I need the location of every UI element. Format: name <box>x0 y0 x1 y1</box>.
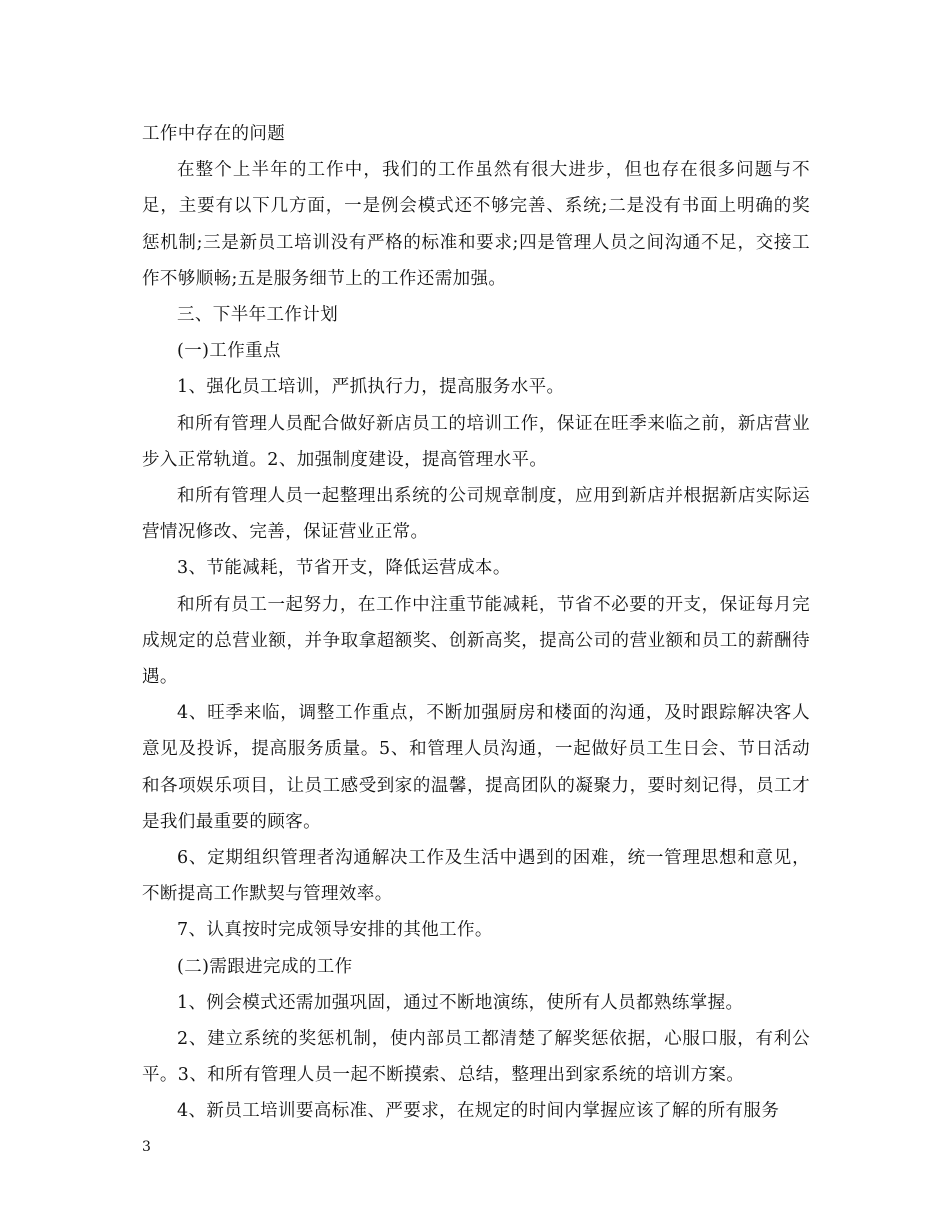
paragraph-heading-problems: 工作中存在的问题 <box>142 124 286 144</box>
paragraph-item-7: 7、认真按时完成领导安排的其他工作。 <box>177 920 493 941</box>
paragraph-follow-up-2-3: 2、建立系统的奖惩机制，使内部员工都清楚了解奖惩依据，心服口服，有利公平。3、和所有管理人员一起不断摸索、总结，整理出到家系统的培训方案。 <box>142 1029 810 1086</box>
paragraph-item-3: 3、节能减耗，节省开支，降低运营成本。 <box>177 558 511 579</box>
paragraph-item-1: 1、强化员工培训，严抓执行力，提高服务水平。 <box>177 377 565 398</box>
paragraph-heading-follow-up: (二)需跟进完成的工作 <box>177 956 353 977</box>
paragraph-item-1-detail: 和所有管理人员配合做好新店员工的培训工作，保证在旺季来临之前，新店营业步入正常轨道。2、加强制度建设，提高管理水平。 <box>142 413 810 470</box>
document-body <box>142 116 810 1130</box>
paragraph-follow-up-4: 4、新员工培训要高标准、严要求，在规定的时间内掌握应该了解的所有服务 <box>177 1101 780 1122</box>
paragraph-follow-up-1: 1、例会模式还需加强巩固，通过不断地演练，使所有人员都熟练掌握。 <box>177 992 744 1013</box>
paragraph-item-2-detail: 和所有管理人员一起整理出系统的公司规章制度，应用到新店并根据新店实际运营情况修改、完善，保证营业正常。 <box>142 486 810 543</box>
paragraph-heading-second-half-plan: 三、下半年工作计划 <box>177 305 339 326</box>
paragraph-heading-work-focus: (一)工作重点 <box>177 341 281 362</box>
paragraph-problems-detail: 在整个上半年的工作中，我们的工作虽然有很大进步，但也存在很多问题与不足，主要有以下几方面，一是例会模式还不够完善、系统;二是没有书面上明确的奖惩机制;三是新员工培训没有严格的标准和要求;四是管理人员之间沟通不足，交接工作不够顺畅;五是服务细节上的工作还需加强。 <box>142 160 810 289</box>
page-number: 3 <box>142 1139 151 1155</box>
paragraph-item-3-detail: 和所有员工一起努力，在工作中注重节能减耗，节省不必要的开支，保证每月完成规定的总营业额，并争取拿超额奖、创新高奖，提高公司的营业额和员工的薪酬待遇。 <box>142 594 810 688</box>
paragraph-item-4-5: 4、旺季来临，调整工作重点，不断加强厨房和楼面的沟通，及时跟踪解决客人意见及投诉，提高服务质量。5、和管理人员沟通，一起做好员工生日会、节日活动和各项娱乐项目，让员工感受到家的温馨，提高团队的凝聚力，要时刻记得，员工才是我们最重要的顾客。 <box>142 703 810 832</box>
paragraph-item-6: 6、定期组织管理者沟通解决工作及生活中遇到的困难，统一管理思想和意见，不断提高工作默契与管理效率。 <box>142 848 810 905</box>
